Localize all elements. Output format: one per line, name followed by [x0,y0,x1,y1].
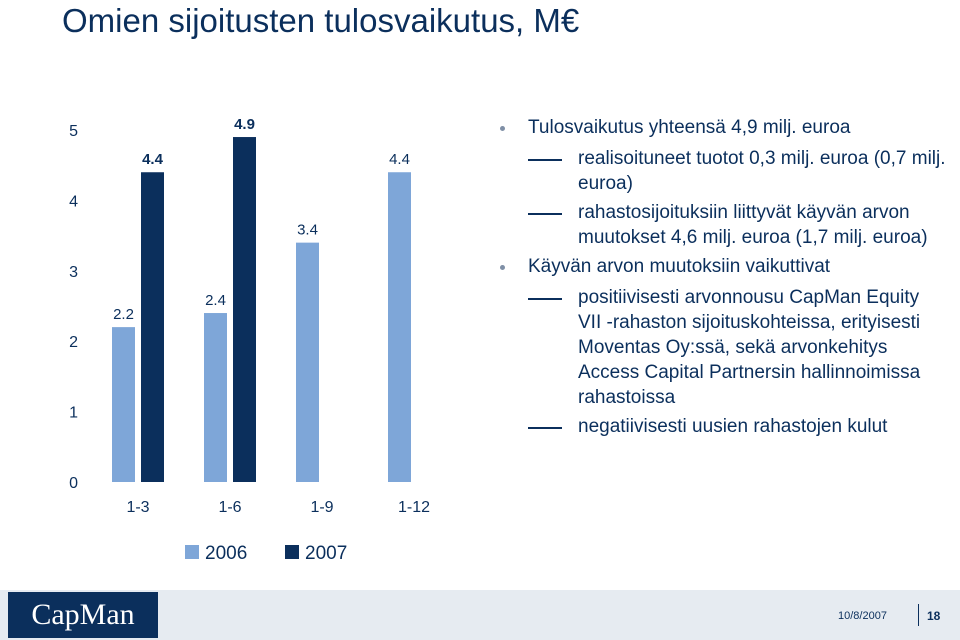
y-tick-label: 3 [69,263,78,281]
y-tick-label: 0 [69,475,78,492]
legend-label: 2007 [305,543,348,564]
x-tick-label: 1-9 [310,499,334,516]
bar-2006-1-12 [388,172,411,482]
bullet-dot-icon [500,126,505,131]
sub-bullet-text: rahastosijoituksiin liittyvät käyvän arvon muutokset 4,6 milj. euroa (1,7 milj. euroa) [578,202,928,248]
bar-2007-1-6 [233,137,256,482]
sub-bullet-text: positiivisesti arvonnousu CapMan Equity VII -rahaston sijoituskohteissa, erityisesti Moventas Oy:ssä, sekä arvonkehitys Access Capital Partnersin hallinnoimissa rahastoissa [578,287,921,408]
x-tick-label: 1-3 [126,499,150,516]
dash-icon [528,159,562,161]
bullet-text: Tulosvaikutus yhteensä 4,9 milj. euroa [528,117,851,138]
dash-icon [528,427,562,429]
bullet-item-1 [496,115,946,140]
sub-bullet-item [496,146,946,196]
footer-bar [0,590,960,640]
sub-bullet-text: negatiivisesti uusien rahastojen kulut [578,416,888,437]
bullet-list [496,115,946,443]
dash-icon [528,298,562,300]
data-label: 2.4 [205,292,226,310]
y-tick-label: 5 [69,123,78,140]
legend-label: 2006 [205,543,248,564]
sub-bullet-item [496,414,946,439]
legend-swatch-2006 [185,545,199,559]
sub-bullet-item [496,200,946,250]
legend-swatch-2007 [285,545,299,559]
y-tick-label: 1 [69,404,78,422]
bullet-dot-icon [500,265,505,270]
bar-2006-1-6 [204,313,227,482]
bullet-item-2 [496,254,946,279]
data-label: 4.9 [234,116,255,134]
data-label: 3.4 [297,221,318,239]
bullet-text: Käyvän arvon muutoksiin vaikuttivat [528,256,831,277]
bar-chart [0,0,480,590]
slide-title: Omien sijoitusten tulosvaikutus, M€ [62,2,580,39]
y-tick-label: 4 [69,193,78,211]
dash-icon [528,213,562,215]
sub-bullet-text: realisoituneet tuotot 0,3 milj. euroa (0,7 milj. euroa) [578,148,946,194]
footer-divider [918,604,919,626]
bar-2006-1-3 [112,327,135,482]
bar-2007-1-3 [141,172,164,482]
x-tick-label: 1-12 [397,499,431,516]
page-number: 18 [927,609,941,623]
data-label: 4.4 [142,151,163,169]
footer-date: 10/8/2007 [838,610,887,622]
data-label: 2.2 [113,306,134,324]
bar-2006-1-9 [296,243,319,482]
sub-bullet-item [496,285,946,410]
y-tick-label: 2 [69,334,78,352]
x-tick-label: 1-6 [218,499,242,516]
data-label: 4.4 [389,151,410,169]
capman-logo: CapMan [8,592,158,638]
